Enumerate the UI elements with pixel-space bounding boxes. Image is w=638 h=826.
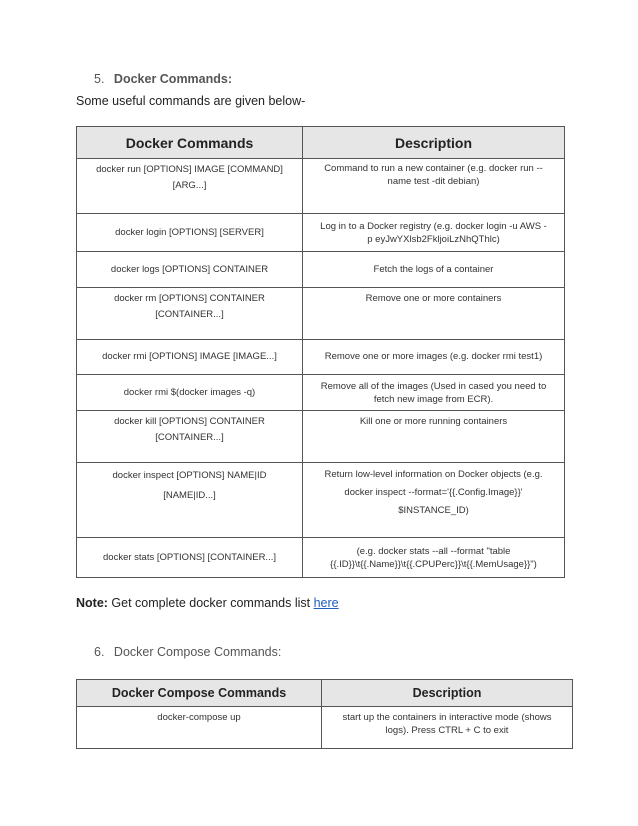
table-row [77, 707, 573, 749]
note-paragraph [76, 596, 339, 610]
note-text: Get complete docker commands list [107, 596, 314, 610]
table-header-row [77, 680, 573, 707]
command-cell: docker login [OPTIONS] [SERVER] [77, 214, 303, 252]
section-title: Docker Commands: [113, 72, 233, 86]
header-docker-commands: Docker Commands [77, 127, 303, 159]
command-cell: docker rmi $(docker images -q) [77, 375, 303, 411]
section-6-heading [94, 645, 281, 659]
docker-commands-link[interactable]: here [313, 596, 339, 610]
table-row [77, 463, 565, 538]
command-cell: docker run [OPTIONS] IMAGE [COMMAND] [ARG...] [77, 159, 303, 214]
table-row [77, 375, 565, 411]
header-docker-compose-commands: Docker Compose Commands [77, 680, 322, 707]
description-cell: Return low-level information on Docker objects (e.g. docker inspect --format='{{.Config.Image}}' $INSTANCE_ID) [303, 463, 565, 538]
header-description: Description [322, 680, 573, 707]
command-cell: docker rm [OPTIONS] CONTAINER [CONTAINER...] [77, 288, 303, 340]
description-cell: start up the containers in interactive mode (shows logs). Press CTRL + C to exit [322, 707, 573, 749]
description-cell: (e.g. docker stats --all --format "table {{.ID}}\t{{.Name}}\t{{.CPUPerc}}\t{{.MemUsage}}") [303, 538, 565, 578]
command-cell: docker inspect [OPTIONS] NAME|ID [NAME|ID...] [77, 463, 303, 538]
table-row [77, 411, 565, 463]
table-header-row [77, 127, 565, 159]
description-cell: Command to run a new container (e.g. docker run -- name test -dit debian) [303, 159, 565, 214]
command-cell: docker kill [OPTIONS] CONTAINER [CONTAINER...] [77, 411, 303, 463]
command-cell: docker-compose up [77, 707, 322, 749]
section-5-heading [94, 72, 232, 86]
table-row [77, 288, 565, 340]
command-cell: docker stats [OPTIONS] [CONTAINER...] [77, 538, 303, 578]
section-number: 6. [94, 645, 105, 659]
header-description: Description [303, 127, 565, 159]
table-row [77, 252, 565, 288]
section-title: Docker Compose Commands: [113, 645, 282, 659]
section-5-intro: Some useful commands are given below- [76, 94, 306, 108]
table-row [77, 214, 565, 252]
description-cell: Fetch the logs of a container [303, 252, 565, 288]
description-cell: Kill one or more running containers [303, 411, 565, 463]
description-cell: Remove all of the images (Used in cased you need to fetch new image from ECR). [303, 375, 565, 411]
note-label: Note: [76, 596, 108, 610]
section-number: 5. [94, 72, 105, 86]
description-cell: Remove one or more containers [303, 288, 565, 340]
description-cell: Remove one or more images (e.g. docker rmi test1) [303, 340, 565, 375]
command-cell: docker rmi [OPTIONS] IMAGE [IMAGE...] [77, 340, 303, 375]
description-cell: Log in to a Docker registry (e.g. docker login -u AWS - p eyJwYXlsb2FkljoiLzNhQThlc) [303, 214, 565, 252]
docker-compose-table [76, 679, 573, 749]
table-row [77, 340, 565, 375]
command-cell: docker logs [OPTIONS] CONTAINER [77, 252, 303, 288]
table-row [77, 538, 565, 578]
docker-commands-table [76, 126, 565, 578]
table-row [77, 159, 565, 214]
